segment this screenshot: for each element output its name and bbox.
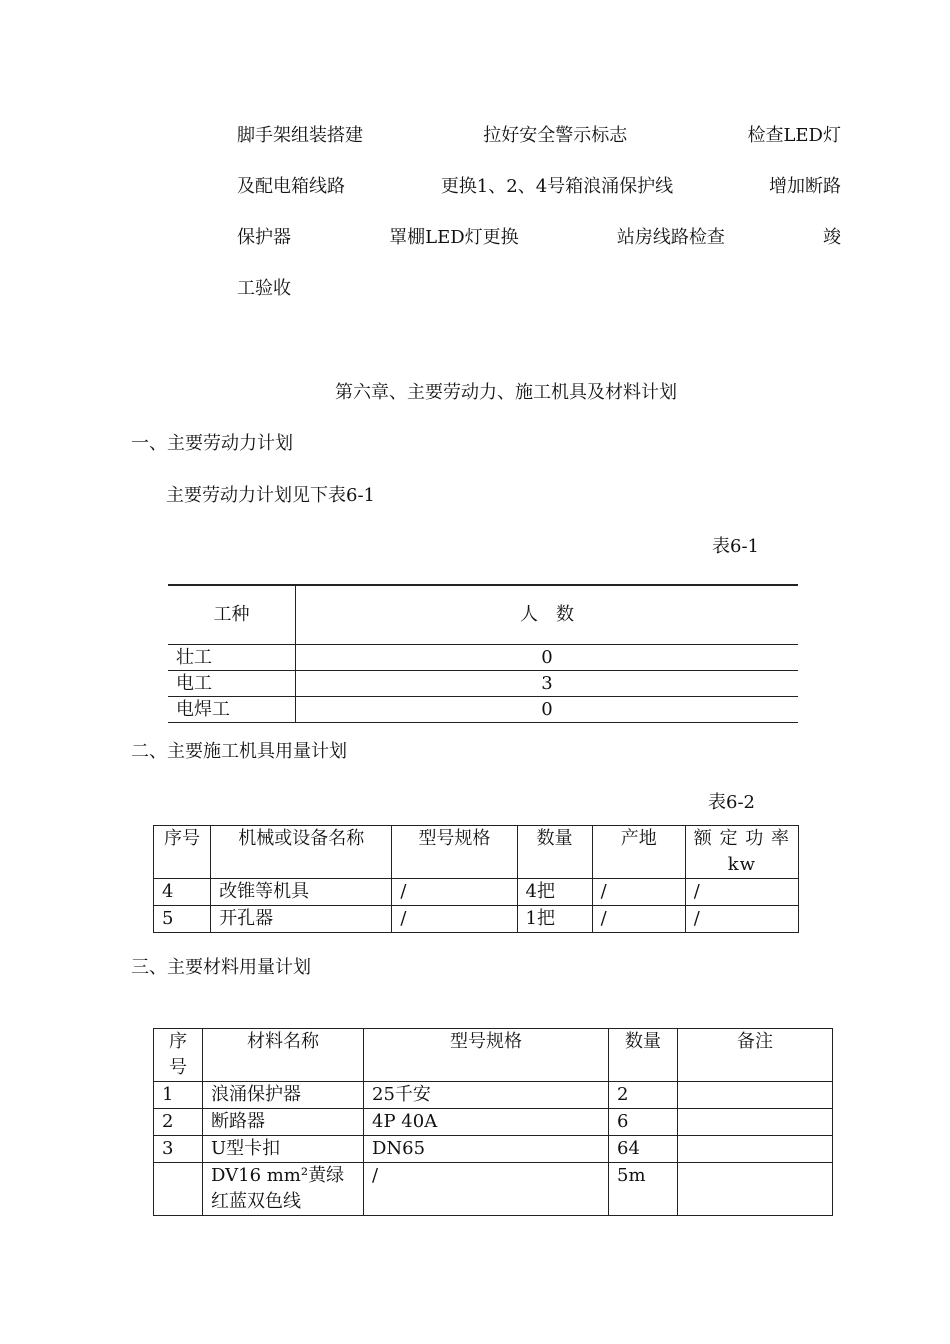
table-cell bbox=[678, 1082, 833, 1109]
intro-item: 竣 bbox=[823, 227, 841, 248]
table-cell: 2 bbox=[154, 1109, 203, 1136]
intro-line-4 bbox=[237, 277, 841, 301]
table-header-row bbox=[154, 826, 799, 879]
table-cell bbox=[678, 1109, 833, 1136]
table-row bbox=[168, 697, 798, 723]
table-cell: 电工 bbox=[168, 671, 296, 697]
section1-text: 主要劳动力计划见下表6-1 bbox=[166, 485, 375, 506]
intro-item: 及配电箱线路 bbox=[237, 176, 345, 197]
table-cell: DN65 bbox=[364, 1136, 609, 1163]
intro-item: 检查LED灯 bbox=[747, 125, 841, 146]
table-header-cell: 序号 bbox=[154, 1029, 203, 1082]
table-cell: 2 bbox=[609, 1082, 678, 1109]
table-cell: U型卡扣 bbox=[203, 1136, 364, 1163]
table-cell: 断路器 bbox=[203, 1109, 364, 1136]
intro-item: 罩棚LED灯更换 bbox=[389, 227, 519, 248]
table-header-row bbox=[168, 585, 798, 645]
intro-line-2 bbox=[237, 175, 841, 199]
table-cell: 改锥等机具 bbox=[211, 879, 392, 906]
intro-item: 脚手架组装搭建 bbox=[237, 125, 363, 146]
intro-item: 拉好安全警示标志 bbox=[483, 125, 628, 146]
table-row bbox=[168, 671, 798, 697]
table-cell: / bbox=[685, 879, 798, 906]
table-cell bbox=[678, 1163, 833, 1216]
table-header-cell: 序号 bbox=[154, 826, 211, 879]
table-cell: / bbox=[392, 906, 517, 933]
table-cell: 5m bbox=[609, 1163, 678, 1216]
table-cell: 4 bbox=[154, 879, 211, 906]
section1-heading: 一、主要劳动力计划 bbox=[131, 433, 293, 454]
table-header-cell: 产地 bbox=[592, 826, 685, 879]
labor-table bbox=[168, 584, 798, 723]
table-row bbox=[154, 879, 799, 906]
table-row bbox=[154, 1163, 833, 1216]
table-cell: / bbox=[392, 879, 517, 906]
table-cell: 0 bbox=[296, 697, 799, 723]
table-cell: 64 bbox=[609, 1136, 678, 1163]
table-header-cell: 型号规格 bbox=[364, 1029, 609, 1082]
table-header-row bbox=[154, 1029, 833, 1082]
table-cell: / bbox=[592, 906, 685, 933]
table-header-cell: 额 定 功 率 kw bbox=[685, 826, 798, 879]
table-header-cell: 数量 bbox=[517, 826, 592, 879]
table-header-cell: 型号规格 bbox=[392, 826, 517, 879]
table1-label: 表6-1 bbox=[712, 536, 759, 557]
section2-heading: 二、主要施工机具用量计划 bbox=[131, 741, 347, 762]
table-row bbox=[168, 645, 798, 671]
table-cell: 25千安 bbox=[364, 1082, 609, 1109]
materials-table bbox=[153, 1028, 833, 1216]
table-cell: 4把 bbox=[517, 879, 592, 906]
equipment-table bbox=[153, 825, 799, 933]
table-header-cell: 材料名称 bbox=[203, 1029, 364, 1082]
table-row bbox=[154, 1082, 833, 1109]
table-row bbox=[154, 1136, 833, 1163]
table-header-cell: 工种 bbox=[168, 585, 296, 645]
table-header-cell: 机械或设备名称 bbox=[211, 826, 392, 879]
table-cell: 电焊工 bbox=[168, 697, 296, 723]
table-cell: 3 bbox=[296, 671, 799, 697]
intro-item: 保护器 bbox=[237, 227, 291, 248]
chapter-title: 第六章、主要劳动力、施工机具及材料计划 bbox=[335, 382, 677, 403]
table2-label: 表6-2 bbox=[708, 792, 755, 813]
table-cell: / bbox=[592, 879, 685, 906]
table-cell: 0 bbox=[296, 645, 799, 671]
table-header-cell: 备注 bbox=[678, 1029, 833, 1082]
intro-item: 更换1、2、4号箱浪涌保护线 bbox=[440, 176, 674, 197]
table-cell: 壮工 bbox=[168, 645, 296, 671]
table-cell: 开孔器 bbox=[211, 906, 392, 933]
intro-line-3 bbox=[237, 226, 841, 250]
table-cell: DV16 mm²黄绿红蓝双色线 bbox=[203, 1163, 364, 1216]
table-cell bbox=[154, 1163, 203, 1216]
table-cell: / bbox=[685, 906, 798, 933]
table-row bbox=[154, 906, 799, 933]
table-cell: 1把 bbox=[517, 906, 592, 933]
table-cell: 1 bbox=[154, 1082, 203, 1109]
section3-heading: 三、主要材料用量计划 bbox=[131, 957, 311, 978]
table-cell bbox=[678, 1136, 833, 1163]
intro-line-1 bbox=[237, 124, 841, 148]
table-cell: 3 bbox=[154, 1136, 203, 1163]
intro-item: 增加断路 bbox=[768, 176, 841, 197]
intro-item: 站房线路检查 bbox=[616, 227, 725, 248]
table-cell: 5 bbox=[154, 906, 211, 933]
table-header-cell: 人 数 bbox=[296, 585, 799, 645]
table-header-cell: 数量 bbox=[609, 1029, 678, 1082]
table-row bbox=[154, 1109, 833, 1136]
table-cell: 浪涌保护器 bbox=[203, 1082, 364, 1109]
intro-item: 工验收 bbox=[237, 278, 291, 299]
table-cell: / bbox=[364, 1163, 609, 1216]
table-cell: 6 bbox=[609, 1109, 678, 1136]
table-cell: 4P 40A bbox=[364, 1109, 609, 1136]
